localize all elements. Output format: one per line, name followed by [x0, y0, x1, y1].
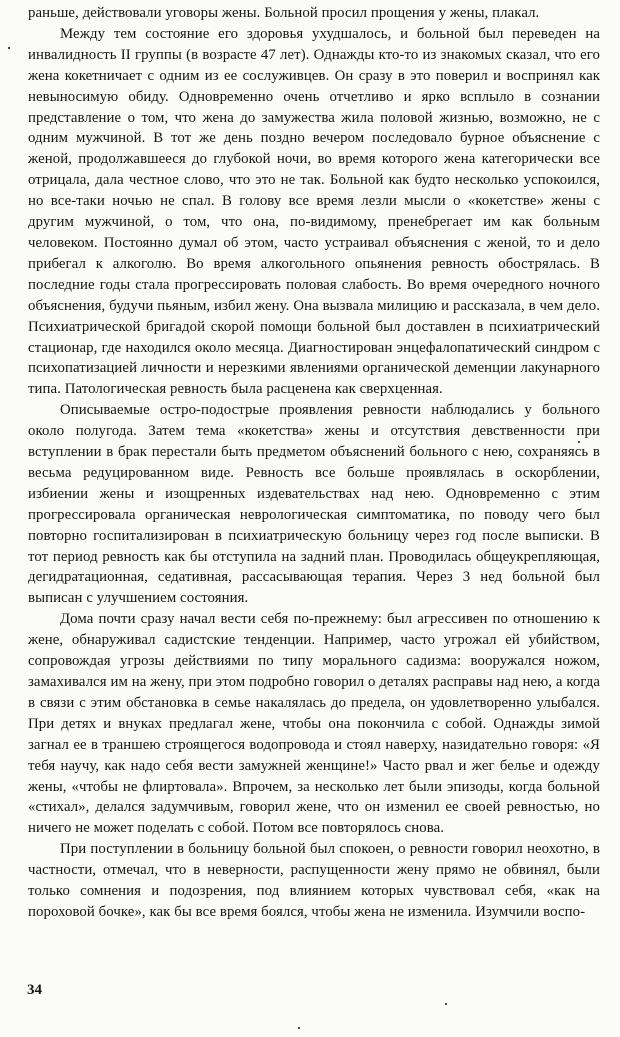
- paragraph-admission: При поступлении в больницу больной был спокоен, о ревности говорил неохотно, в частности, отмечал, что в неверности, распущенности жену прямо не обвинял, были только сомнения и подозрения, под влиянием которых чувствовал себя, «как на пороховой бочке», как бы все время боялся, чтобы жена не изменила. Изумчили воспо-: [28, 841, 600, 920]
- scan-speck: [8, 47, 10, 49]
- paragraph-jealousy-course: Описываемые остро-подострые проявления ревности наблюдались у больного около полугода. Затем тема «кокетства» жены и отсутствия девственности при вступлении в брак перестали быть предметом объяснений больного с нею, сохраняясь в весьма редуцированном виде. Ревность все больше проявлялась в оскорблении, избиении жены и изощренных издевательствах над нею. Одновременно с этим прогрессировала органическая неврологическая симптоматика, по поводу чего был повторно госпитализирован в психиатрическую больницу через год после выписки. В тот период ревность как бы отступила на задний план. Проводилась общеукрепляющая, дегидратационная, седативная, рассасывающая терапия. Через 3 нед больной был выписан с улучшением состояния.: [28, 402, 600, 607]
- scan-speck: [578, 441, 580, 443]
- paragraph-continuation: раньше, действовали уговоры жены. Больной просил прощения у жены, плакал.: [28, 5, 540, 21]
- page-body-text: [28, 3, 600, 923]
- paragraph-disability-jealousy-onset: Между тем состояние его здоровья ухудшалось, и больной был переведен на инвалидность II группы (в возрасте 47 лет). Однажды кто-то из знакомых сказал, что его жена кокетничает с одним из ее сослуживцев. Он сразу в это поверил и воспринял как невыносимую обиду. Одновременно очень отчетливо и ярко всплыло в сознании представление о том, что жена до замужества жила половой жизнью, возможно, не с одним мужчиной. В тот же день поздно вечером последовало бурное объяснение с женой, продолжавшееся до глубокой ночи, во время которого жена категорически все отрицала, дала честное слово, что это не так. Больной как будто несколько успокоился, но все-таки ночью не спал. В голову все время лезли мысли о «кокетстве» жены с другим мужчиной, о том, что она, по-видимому, пренебрегает им как больным человеком. Постоянно думал об этом, часто устраивал объяснения с женой, то и дело прибегал к алкоголю. Во время алкогольного опьянения ревность обострялась. В последние годы стала прогрессировать половая слабость. Во время очередного ночного объяснения, будучи пьяным, избил жену. Она вызвала милицию и рассказала, в чем дело. Психиатрической бригадой скорой помощи больной был доставлен в психиатрический стационар, где находился около месяца. Диагностирован энцефалопатический синдром с психопатизацией личности и нерезкими явлениями органической деменции лакунарного типа. Патологическая ревность была расценена как сверхценная.: [28, 25, 600, 398]
- page-number: 34: [27, 982, 42, 998]
- paragraph-home-behavior: Дома почти сразу начал вести себя по-прежнему: был агрессивен по отношению к жене, обнаруживал садистские тенденции. Например, часто угрожал ей убийством, сопровождая угрозы действиями по типу морального садизма: вооружался ножом, замахивался им на жену, при этом подробно говорил о деталях расправы над нею, а когда в связи с этим обстановка в семье накалялась до предела, он удовлетворенно улыбался. При детях и внуках предлагал жене, чтобы она покончила с собой. Однажды зимой загнал ее в траншею строящегося водопровода и стоял наверху, назидательно говоря: «Я тебя научу, как надо себя вести замужней женщине!» Часто рвал и жег белье и одежду жены, «чтобы не флиртовала». Впрочем, за несколько лет были эпизоды, когда больной «стихал», делался задумчивым, говорил жене, что он изменил ее своей ревностью, но ничего не может поделать с собой. Потом все повторялось снова.: [28, 611, 600, 837]
- scan-speck: [445, 1003, 447, 1005]
- scan-speck: [298, 1027, 300, 1029]
